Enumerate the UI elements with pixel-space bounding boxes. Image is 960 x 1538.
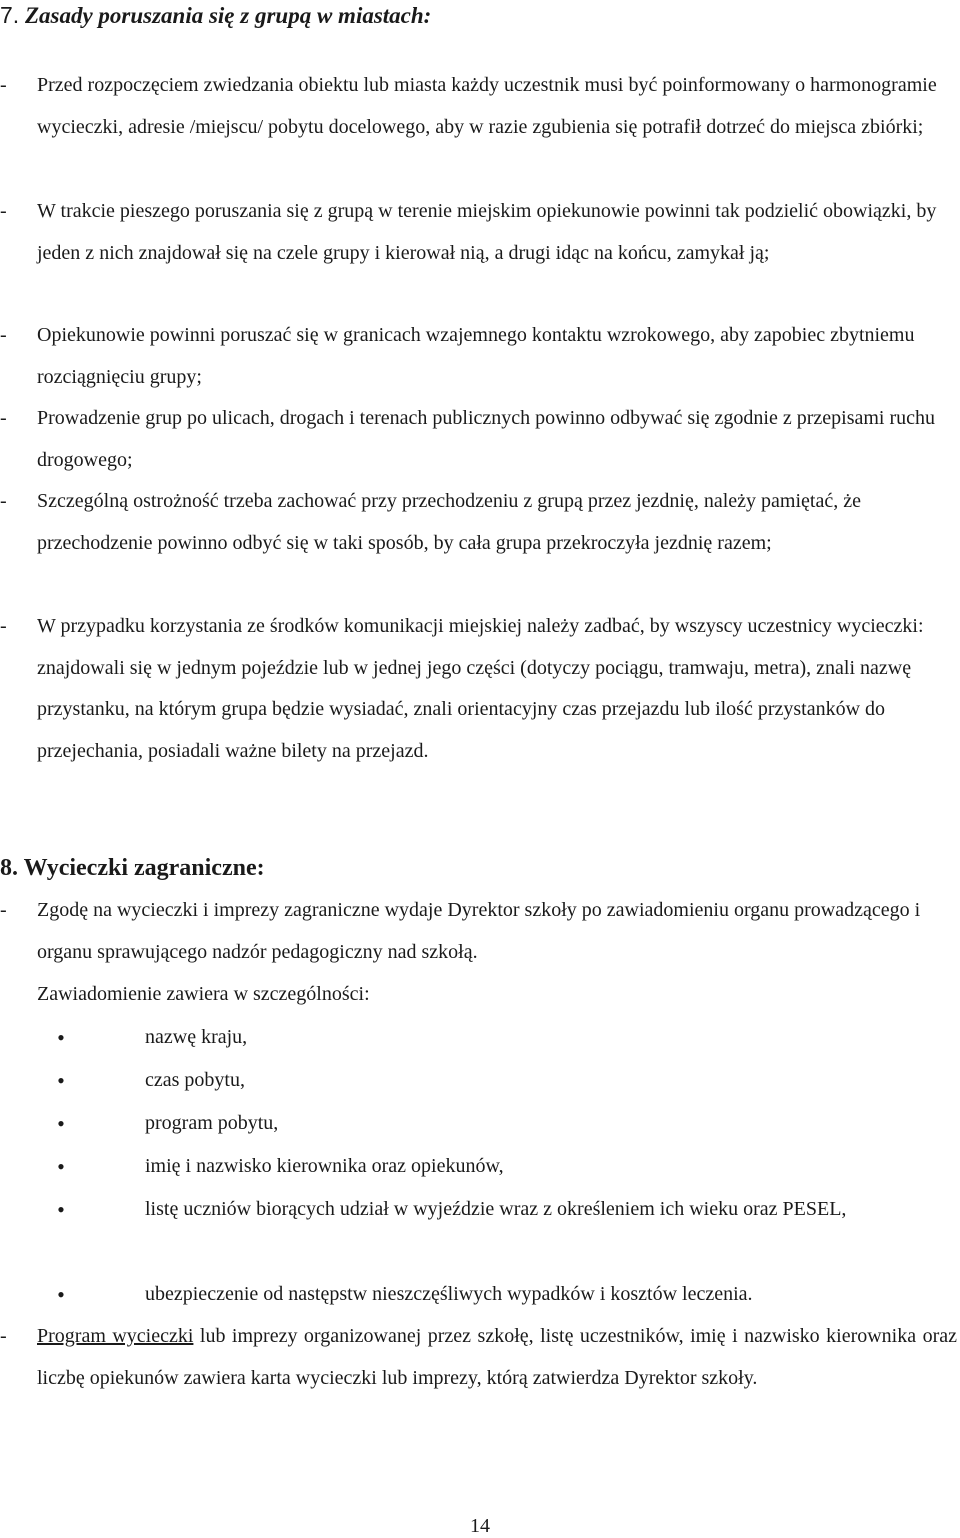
list-item-text-rest: lub imprezy organizowanej przez szkołę, listę uczestników, imię i nazwisko kierownika oraz liczbę opiekunów zawiera karta wycieczki lub imprezy, którą zatwierdza Dyrektor szkoły. (37, 1325, 957, 1389)
bullet-text: ubezpieczenie od następstw nieszczęśliwych wypadków i kosztów leczenia. (145, 1283, 753, 1305)
bullet-icon: • (57, 1111, 65, 1136)
list-item-text (37, 1316, 957, 1399)
list-item (0, 191, 960, 274)
dash-marker: - (0, 324, 7, 346)
page-number: 14 (470, 1515, 490, 1537)
section-8-number: 8. (0, 855, 18, 881)
bullet-item (0, 1145, 960, 1188)
dash-marker: - (0, 899, 7, 921)
list-item-text: Opiekunowie powinni poruszać się w granicach wzajemnego kontaktu wzrokowego, aby zapobiec zbytniemu rozciągnięciu grupy; (37, 324, 915, 388)
bullet-icon: • (57, 1068, 65, 1093)
bullet-item (0, 1016, 960, 1059)
bullet-text: listę uczniów biorących udział w wyjeździe wraz z określeniem ich wieku oraz PESEL, (145, 1198, 847, 1220)
dash-marker: - (0, 490, 7, 512)
bullet-text: program pobytu, (145, 1112, 279, 1134)
bullet-text: nazwę kraju, (145, 1026, 248, 1048)
section-8-heading (0, 851, 265, 885)
bullet-icon: • (57, 1025, 65, 1050)
bullet-icon: • (57, 1154, 65, 1179)
list-item-text: Przed rozpoczęciem zwiedzania obiektu lub miasta każdy uczestnik musi być poinformowany o harmonogramie wycieczki, adresie /miejscu/ pobytu docelowego, aby w razie zgubienia się potrafił dotrzeć do miejsca zbiórki; (37, 74, 937, 138)
list-item-text: Zgodę na wycieczki i imprezy zagraniczne wydaje Dyrektor szkoły po zawiadomieniu organu prowadzącego i organu sprawującego nadzór pedagogiczny nad szkołą. (37, 899, 921, 963)
list-item-text: W trakcie pieszego poruszania się z grupą w terenie miejskim opiekunowie powinni tak podzielić obowiązki, by jeden z nich znajdował się na czele grupy i kierował nią, a drugi idąc na końcu, zamykał ją; (37, 200, 937, 264)
bullet-item (0, 1273, 960, 1316)
list-item (0, 1316, 960, 1399)
bullet-icon: • (57, 1282, 65, 1307)
bullet-icon: • (57, 1197, 65, 1222)
program-wycieczki-link: Program wycieczki (37, 1325, 194, 1347)
notification-intro: Zawiadomienie zawiera w szczególności: (37, 983, 370, 1005)
list-item (0, 398, 960, 481)
list-item (0, 65, 960, 148)
list-item-text: W przypadku korzystania ze środków komunikacji miejskiej należy zadbać, by wszyscy uczestnicy wycieczki: znajdowali się w jednym pojeździe lub w jednej jego części (dotyczy pociągu, tramwaju, metra), znali nazwę przystanku, na którym grupa będzie wysiadać, znali orientacyjny czas przejazdu lub ilość przystanków do przejechania, posiadali ważne bilety na przejazd. (37, 615, 924, 762)
section-7-number: 7. (0, 2, 20, 28)
section-7-title: Zasady poruszania się z grupą w miastach: (24, 3, 432, 28)
bullet-item (0, 1102, 960, 1145)
list-item (0, 606, 960, 772)
bullet-item (0, 1188, 960, 1231)
list-item (0, 890, 960, 973)
dash-marker: - (0, 615, 7, 637)
bullet-text: imię i nazwisko kierownika oraz opiekunów, (145, 1155, 504, 1177)
dash-marker: - (0, 200, 7, 222)
list-item (0, 315, 960, 398)
dash-marker: - (0, 74, 7, 96)
list-item-text: Szczególną ostrożność trzeba zachować przy przechodzeniu z grupą przez jezdnię, należy pamiętać, że przechodzenie powinno odbyć się w taki sposób, by cała grupa przekroczyła jezdnię razem; (37, 490, 861, 554)
section-7-heading (0, 0, 431, 30)
bullet-text: czas pobytu, (145, 1069, 245, 1091)
bullet-item (0, 1059, 960, 1102)
list-item-text: Prowadzenie grup po ulicach, drogach i terenach publicznych powinno odbywać się zgodnie z przepisami ruchu drogowego; (37, 407, 936, 471)
dash-marker: - (0, 407, 7, 429)
section-8-title: Wycieczki zagraniczne: (23, 855, 265, 881)
list-item (0, 481, 960, 564)
dash-marker: - (0, 1325, 7, 1347)
